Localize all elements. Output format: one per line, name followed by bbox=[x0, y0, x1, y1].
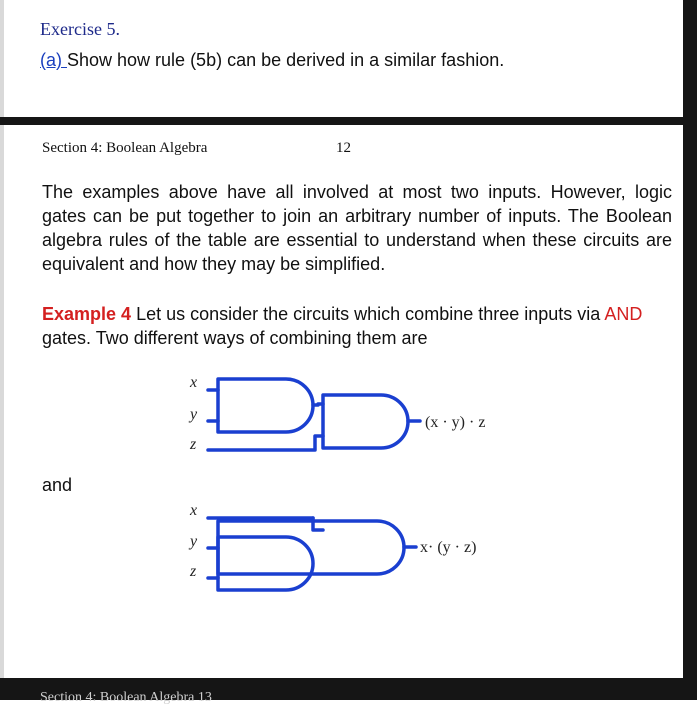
c1-output: (x · y) · z bbox=[425, 414, 486, 431]
wire-g1-g2 bbox=[313, 404, 323, 405]
circuit-1 bbox=[208, 379, 420, 450]
c1-input-z: z bbox=[190, 436, 197, 453]
exercise-title: Exercise 5. bbox=[40, 19, 120, 39]
circuit-labels bbox=[188, 374, 485, 580]
example-text-2: gates. Two different ways of combining them are bbox=[42, 328, 428, 348]
circuit-2 bbox=[208, 518, 416, 590]
c2-input-y: y bbox=[190, 533, 198, 550]
and-gate-1 bbox=[218, 379, 313, 432]
and-gate-2 bbox=[323, 395, 408, 448]
and-gate-4 bbox=[218, 537, 313, 590]
c2-output: x· (y · z) bbox=[420, 539, 477, 556]
part-a-label[interactable]: (a) bbox=[40, 50, 67, 70]
section-header: Section 4: Boolean Algebra bbox=[42, 140, 208, 156]
intro-paragraph: The examples above have all involved at most two inputs. However, logic gates can be put together to join an arbitrary number of inputs. The Boolean algebra rules of the table are essential to understand when these circuits are equivalent and how they may be simplified. bbox=[42, 182, 672, 274]
and-gate-3 bbox=[218, 521, 404, 574]
and-conjunction: and bbox=[42, 475, 73, 495]
and-gate-term: AND bbox=[604, 304, 643, 324]
c1-input-y: y bbox=[190, 406, 198, 423]
example-text-1: Let us consider the circuits which combine three inputs via bbox=[131, 304, 605, 324]
part-a-text: Show how rule (5b) can be derived in a similar fashion. bbox=[67, 50, 505, 70]
c2-input-x: x bbox=[190, 502, 198, 519]
c2-input-z: z bbox=[190, 563, 197, 580]
wire-z-1 bbox=[208, 436, 323, 450]
next-page-header: Section 4: Boolean Algebra 13 bbox=[40, 690, 212, 705]
example-label: Example 4 bbox=[42, 304, 132, 324]
c1-input-x: x bbox=[190, 374, 198, 391]
page-number: 12 bbox=[336, 140, 351, 156]
